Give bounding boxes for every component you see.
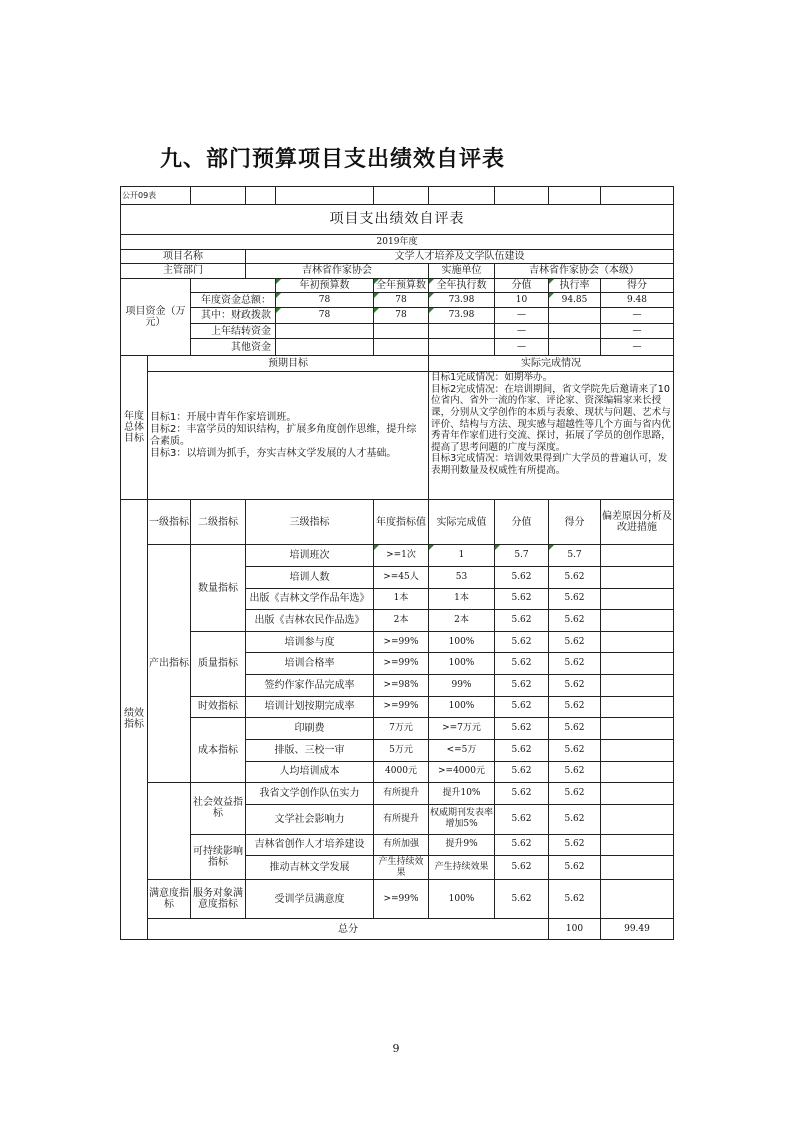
funds-score: —: [601, 339, 674, 355]
form-year: 2019年度: [121, 235, 674, 249]
funds-row: [121, 293, 674, 308]
funds-header: 执行率: [549, 278, 601, 292]
indicator-deviation: [601, 610, 674, 632]
indicator-weight: 5.62: [495, 566, 549, 588]
indicator-score: 5.62: [549, 856, 601, 880]
funds-score: —: [601, 323, 674, 338]
level2-quantity: 数量指标: [191, 545, 246, 632]
indicator-score: 5.62: [549, 675, 601, 697]
indicator-deviation: [601, 675, 674, 697]
indicator-weight: 5.62: [495, 879, 549, 918]
indicator-deviation: [601, 856, 674, 880]
indicator-target: >=99%: [374, 879, 429, 918]
indicator-name: 培训计划按期完成率: [246, 696, 374, 718]
indicator-weight: 5.62: [495, 696, 549, 718]
form-code-row: [121, 187, 674, 205]
indicator-row: [121, 545, 674, 567]
indicator-row: [121, 879, 674, 918]
expected-goal-text: 目标1：开展中青年作家培训班。 目标2：丰富学员的知识结构，扩展多角度创作思维，提升综合素质。 目标3：以培训为抓手，夯实吉林文学发展的人才基础。: [148, 372, 429, 500]
funds-header: 得分: [601, 278, 674, 292]
indicator-target: 产生持续效果: [374, 856, 429, 880]
funds-row-label: 年度资金总额：: [191, 293, 276, 308]
indicator-name: 出版《吉林文学作品年选》: [246, 588, 374, 610]
indicator-row: [121, 696, 674, 718]
indicator-score: 5.62: [549, 879, 601, 918]
funds-header: 分值: [495, 278, 549, 292]
total-weight: 100: [549, 919, 601, 940]
indicator-target: 4000元: [374, 761, 429, 783]
funds-initial: 78: [276, 293, 374, 308]
goals-header-row: [121, 355, 674, 371]
indicator-header-row: [121, 499, 674, 544]
indicator-target: 有所提升: [374, 783, 429, 805]
indicator-row: [121, 718, 674, 740]
indicator-weight: 5.62: [495, 653, 549, 675]
level2-service-satisfaction: 服务对象满意度指标: [191, 879, 246, 918]
department-row: [121, 264, 674, 278]
indicator-score: 5.62: [549, 718, 601, 740]
funds-row: [121, 339, 674, 355]
funds-initial: [276, 323, 374, 338]
indicator-actual: 100%: [429, 653, 495, 675]
indicator-target: >=99%: [374, 631, 429, 653]
indicator-name: 签约作家作品完成率: [246, 675, 374, 697]
indicator-target: 1本: [374, 588, 429, 610]
total-row: [121, 919, 674, 940]
funds-score: 9.48: [601, 293, 674, 308]
indicator-target: >=1次: [374, 545, 429, 567]
form-code: 公开09表: [121, 187, 191, 205]
indicator-weight: 5.62: [495, 588, 549, 610]
total-score: 99.49: [601, 919, 674, 940]
funds-weight: —: [495, 323, 549, 338]
funds-initial: 78: [276, 308, 374, 323]
indicator-deviation: [601, 879, 674, 918]
indicator-name: 培训人数: [246, 566, 374, 588]
project-name: 文学人才培养及文学队伍建设: [246, 249, 674, 263]
indicator-deviation: [601, 653, 674, 675]
impl-value: 吉林省作家协会（本级）: [495, 264, 674, 278]
funds-score: —: [601, 308, 674, 323]
form-title: 项目支出绩效自评表: [121, 204, 674, 235]
indicator-actual: 2本: [429, 610, 495, 632]
actual-completion-text: 目标1完成情况：如期举办。 目标2完成情况：在培训期间，省文学院先后邀请来了10位省内、省外一流的作家、评论家、资深编辑家来长授课，分别从文学创作的本质与表象、现状与问题、艺术与评价、结构与方法、现实感与超越性等几个方面与省内优秀青年作家们进行交流、探讨，拓展了学员的创作思路，提高了思考问题的广度与深度。 目标3完成情况：培训效果得到广大学员的普遍认可，发表期刊数量及权威性有所提高。: [429, 372, 674, 500]
indicator-header: 偏差原因分析及改进措施: [601, 499, 674, 544]
funds-annual: 78: [374, 293, 429, 308]
funds-executed: 73.98: [429, 293, 495, 308]
performance-self-evaluation-form: [120, 186, 673, 940]
funds-annual: 78: [374, 308, 429, 323]
indicator-score: 5.62: [549, 739, 601, 761]
indicator-deviation: [601, 588, 674, 610]
expected-goal-header: 预期目标: [148, 355, 429, 371]
funds-weight: —: [495, 308, 549, 323]
indicator-name: 我省文学创作队伍实力: [246, 783, 374, 805]
level2-social-benefit: 社会效益指标: [191, 783, 246, 834]
indicator-score: 5.7: [549, 545, 601, 567]
indicator-score: 5.62: [549, 834, 601, 856]
indicator-actual: 1: [429, 545, 495, 567]
indicator-name: 培训班次: [246, 545, 374, 567]
total-label: 总分: [148, 919, 549, 940]
page-heading: 九、部门预算项目支出绩效自评表: [160, 147, 506, 172]
funds-executed: 73.98: [429, 308, 495, 323]
indicator-name: 推动吉林文学发展: [246, 856, 374, 880]
indicator-row: [121, 783, 674, 805]
indicator-target: >=99%: [374, 653, 429, 675]
indicator-target: 有所加强: [374, 834, 429, 856]
indicator-row: [121, 834, 674, 856]
level2-cost: 成本指标: [191, 718, 246, 783]
indicator-weight: 5.62: [495, 739, 549, 761]
indicator-score: 5.62: [549, 566, 601, 588]
indicator-actual: 100%: [429, 879, 495, 918]
indicator-actual: >=7万元: [429, 718, 495, 740]
level1-effect: [148, 783, 191, 880]
indicator-header: 三级指标: [246, 499, 374, 544]
indicator-deviation: [601, 718, 674, 740]
indicator-header: 分值: [495, 499, 549, 544]
goals-content-row: [121, 372, 674, 500]
funds-executed: [429, 339, 495, 355]
indicator-actual: 99%: [429, 675, 495, 697]
indicator-score: 5.62: [549, 631, 601, 653]
indicator-deviation: [601, 739, 674, 761]
project-name-label: 项目名称: [121, 249, 246, 263]
form-title-row: [121, 204, 674, 235]
indicator-name: 培训参与度: [246, 631, 374, 653]
funds-annual: [374, 339, 429, 355]
indicator-actual: 1本: [429, 588, 495, 610]
indicator-target: >=98%: [374, 675, 429, 697]
funds-executed: [429, 323, 495, 338]
funds-header: 年初预算数: [276, 278, 374, 292]
funds-weight: —: [495, 339, 549, 355]
funds-header-row: [121, 278, 674, 292]
indicator-deviation: [601, 696, 674, 718]
dept-value: 吉林省作家协会: [246, 264, 429, 278]
indicator-target: >=45人: [374, 566, 429, 588]
funds-row: [121, 323, 674, 338]
dept-label: 主管部门: [121, 264, 246, 278]
indicator-weight: 5.62: [495, 610, 549, 632]
indicator-target: 有所提升: [374, 804, 429, 834]
indicator-deviation: [601, 804, 674, 834]
level2-quality: 质量指标: [191, 631, 246, 696]
indicator-deviation: [601, 783, 674, 805]
indicator-score: 5.62: [549, 783, 601, 805]
level2-sustainability: 可持续影响指标: [191, 834, 246, 879]
funds-weight: 10: [495, 293, 549, 308]
indicator-actual: 100%: [429, 631, 495, 653]
indicator-actual: 100%: [429, 696, 495, 718]
funds-row-label: 其中：财政拨款: [191, 308, 276, 323]
funds-header: 全年预算数: [374, 278, 429, 292]
indicator-name: 吉林省创作人才培养建设: [246, 834, 374, 856]
goals-section-label: 年度总体目标: [121, 355, 148, 499]
indicator-target: 5万元: [374, 739, 429, 761]
indicator-name: 培训合格率: [246, 653, 374, 675]
indicator-actual: <=5万: [429, 739, 495, 761]
funds-section-label: 项目资金（万元）: [121, 278, 191, 355]
indicator-actual: 提升10%: [429, 783, 495, 805]
indicator-row: [121, 631, 674, 653]
indicator-actual: 权威期刊发表率增加5%: [429, 804, 495, 834]
level1-output: 产出指标: [148, 545, 191, 783]
indicator-weight: 5.7: [495, 545, 549, 567]
indicator-weight: 5.62: [495, 718, 549, 740]
indicator-score: 5.62: [549, 588, 601, 610]
level2-timeliness: 时效指标: [191, 696, 246, 718]
indicator-score: 5.62: [549, 653, 601, 675]
indicator-score: 5.62: [549, 804, 601, 834]
funds-row-label: 上年结转资金: [191, 323, 276, 338]
indicator-actual: 53: [429, 566, 495, 588]
level1-satisfaction: 满意度指标: [148, 879, 191, 918]
indicator-actual: >=4000元: [429, 761, 495, 783]
funds-row: [121, 308, 674, 323]
indicator-header: 二级指标: [191, 499, 246, 544]
indicator-weight: 5.62: [495, 675, 549, 697]
indicator-name: 印刷费: [246, 718, 374, 740]
indicator-weight: 5.62: [495, 834, 549, 856]
year-row: [121, 235, 674, 249]
indicator-target: >=99%: [374, 696, 429, 718]
funds-rate: [549, 323, 601, 338]
indicator-deviation: [601, 566, 674, 588]
evaluation-table: [120, 186, 674, 940]
indicator-actual: 产生持续效果: [429, 856, 495, 880]
impl-label: 实施单位: [429, 264, 495, 278]
indicator-weight: 5.62: [495, 761, 549, 783]
indicator-name: 受训学员满意度: [246, 879, 374, 918]
page-number: 9: [392, 1042, 400, 1055]
indicator-name: 人均培训成本: [246, 761, 374, 783]
indicator-deviation: [601, 631, 674, 653]
indicator-actual: 提升9%: [429, 834, 495, 856]
indicator-score: 5.62: [549, 761, 601, 783]
funds-initial: [276, 339, 374, 355]
indicator-deviation: [601, 834, 674, 856]
project-name-row: [121, 249, 674, 263]
funds-rate: [549, 339, 601, 355]
funds-rate: [549, 308, 601, 323]
indicator-header: 一级指标: [148, 499, 191, 544]
indicator-deviation: [601, 545, 674, 567]
indicator-deviation: [601, 761, 674, 783]
indicator-target: 2本: [374, 610, 429, 632]
funds-rate: 94.85: [549, 293, 601, 308]
indicator-header: 年度指标值: [374, 499, 429, 544]
indicator-header: 得分: [549, 499, 601, 544]
indicators-section-label: 绩效指标: [121, 499, 148, 939]
indicator-weight: 5.62: [495, 783, 549, 805]
indicator-name: 排版、三校一审: [246, 739, 374, 761]
funds-annual: [374, 323, 429, 338]
indicator-name: 出版《吉林农民作品选》: [246, 610, 374, 632]
actual-completion-header: 实际完成情况: [429, 355, 674, 371]
indicator-target: 7万元: [374, 718, 429, 740]
funds-row-label: 其他资金: [191, 339, 276, 355]
indicator-name: 文学社会影响力: [246, 804, 374, 834]
indicator-score: 5.62: [549, 696, 601, 718]
indicator-header: 实际完成值: [429, 499, 495, 544]
indicator-weight: 5.62: [495, 631, 549, 653]
indicator-weight: 5.62: [495, 856, 549, 880]
indicator-score: 5.62: [549, 610, 601, 632]
funds-header: 全年执行数: [429, 278, 495, 292]
indicator-weight: 5.62: [495, 804, 549, 834]
